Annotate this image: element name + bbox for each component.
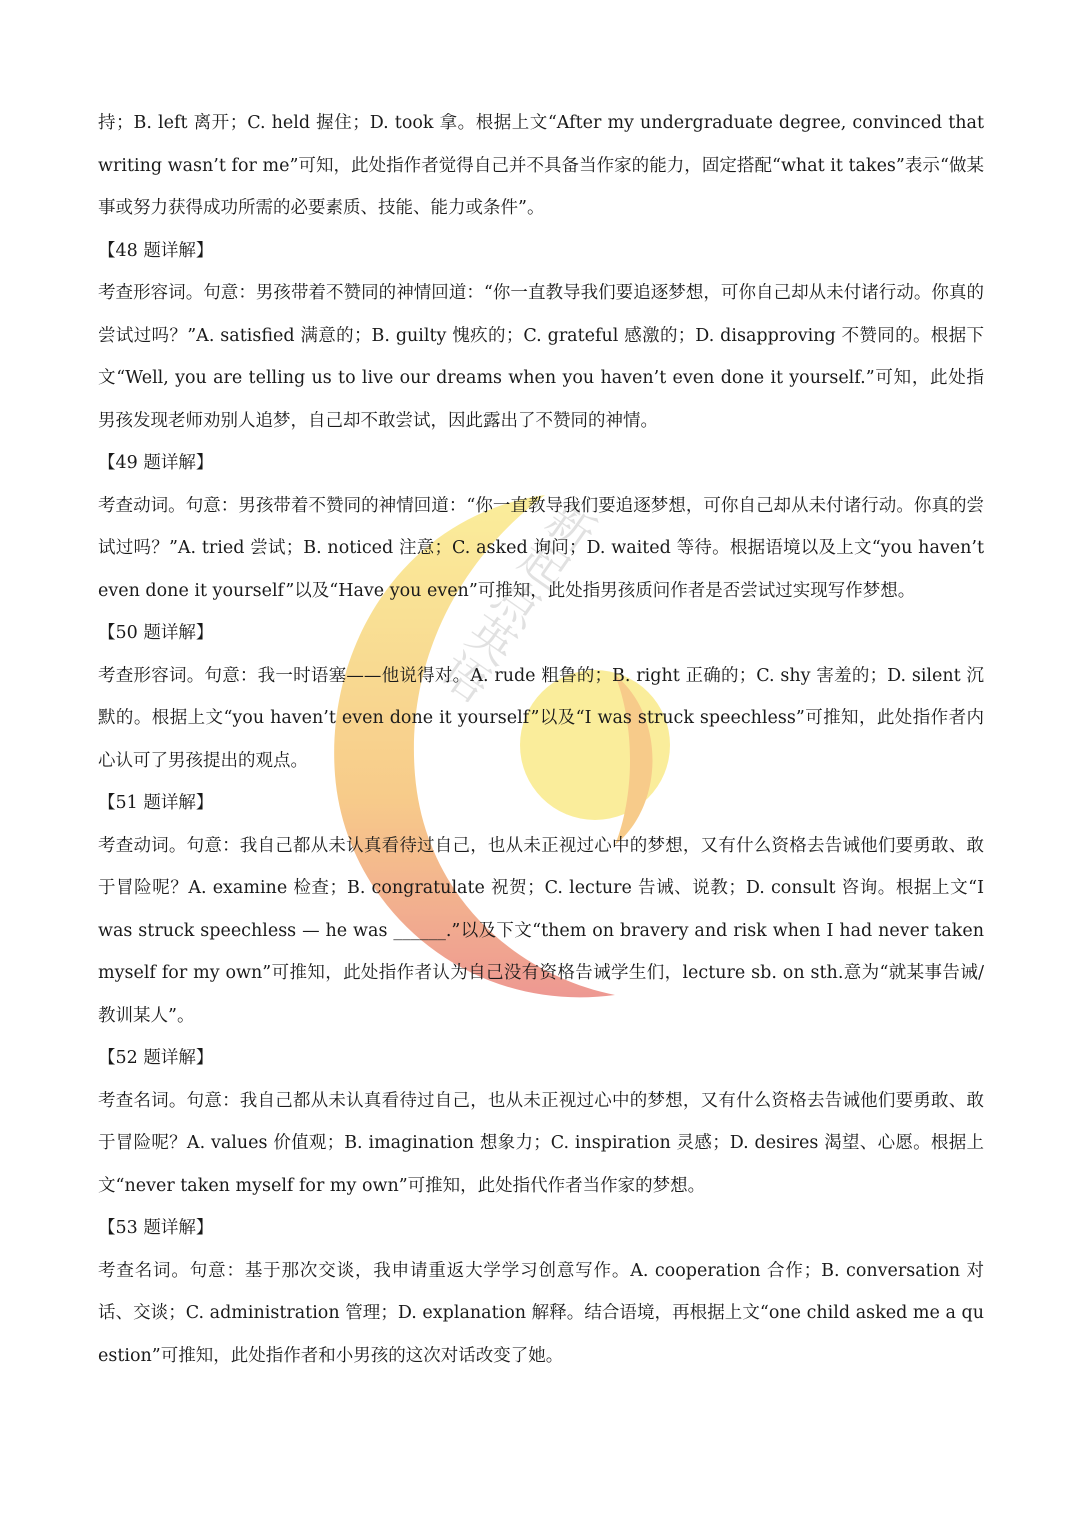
heading-q53: 【53 题详解】 [98,1218,214,1238]
paragraph-q51: 考查动词。句意：我自己都从未认真看待过自己，也从未正视过心中的梦想，又有什么资格去告诫他们要勇敢、敢于冒险呢？A. examine 检查；B. congratulate 祝贺；C. lecture 告诫、说教；D. consult 咨询。根据上文“I was struck speechless — he was ______.”以及下文“them on bravery and risk when I had never taken myself for my own”可推知，此处指作者认为自己没有资格告诫学生们，lecture sb. on sth.意为“就某事告诫/教训某人”。 [98,835,984,1026]
heading-q51: 【51 题详解】 [98,793,214,813]
paragraph-q48: 考查形容词。句意：男孩带着不赞同的神情回道：“你一直教导我们要追逐梦想，可你自己却从未付诸行动。你真的尝试过吗？”A. satisfied 满意的；B. guilty 愧疚的；C. grateful 感激的；D. disapproving 不赞同的。根据下文“Well, you are telling us to live our dreams when you haven’t even done it yourself.”可知，此处指男孩发现老师劝别人追梦，自己却不敢尝试，因此露出了不赞同的神情。 [98,283,984,431]
paragraph-q49: 考查动词。句意：男孩带着不赞同的神情回道：“你一直教导我们要追逐梦想，可你自己却从未付诸行动。你真的尝试过吗？”A. tried 尝试；B. noticed 注意；C. asked 询问；D. waited 等待。根据语境以及上文“you haven’t even done it yourself”以及“Have you even”可推知，此处指男孩质问作者是否尝试过实现写作梦想。 [98,495,984,601]
watermark-text: 新 起 点 英 语 [430,491,610,717]
heading-q48: 【48 题详解】 [98,240,214,261]
paragraph-q50: 考查形容词。句意：我一时语塞——他说得对。A. rude 粗鲁的；B. right 正确的；C. shy 害羞的；D. silent 沉默的。根据上文“you haven’t even done it yourself”以及“I was struck speechless”可推知，此处指作者内心认可了男孩提出的观点。 [98,665,984,771]
heading-q52: 【52 题详解】 [98,1048,214,1068]
heading-q49: 【49 题详解】 [98,453,214,473]
paragraph-47-continued: 持；B. left 离开；C. held 握住；D. took 拿。根据上文“After my undergraduate degree, convinced that writing wasn’t for me”可知，此处指作者觉得自己并不具备当作家的能力，固定搭配“what it takes”表示“做某事或努力获得成功所需的必要素质、技能、能力或条件”。 [98,113,984,218]
paragraph-q53: 考查名词。句意：基于那次交谈，我申请重返大学学习创意写作。A. cooperation 合作；B. conversation 对话、交谈；C. administration 管理；D. explanation 解释。结合语境，再根据上文“one child asked me a question”可推知，此处指作者和小男孩的这次对话改变了她。 [98,1260,984,1366]
heading-q50: 【50 题详解】 [98,623,214,643]
document-body [98,102,984,1377]
paragraph-q52: 考查名词。句意：我自己都从未认真看待过自己，也从未正视过心中的梦想，又有什么资格去告诫他们要勇敢、敢于冒险呢？A. values 价值观；B. imagination 想象力；C. inspiration 灵感；D. desires 渴望、心愿。根据上文“never taken myself for my own”可推知，此处指代作者当作家的梦想。 [98,1090,984,1196]
